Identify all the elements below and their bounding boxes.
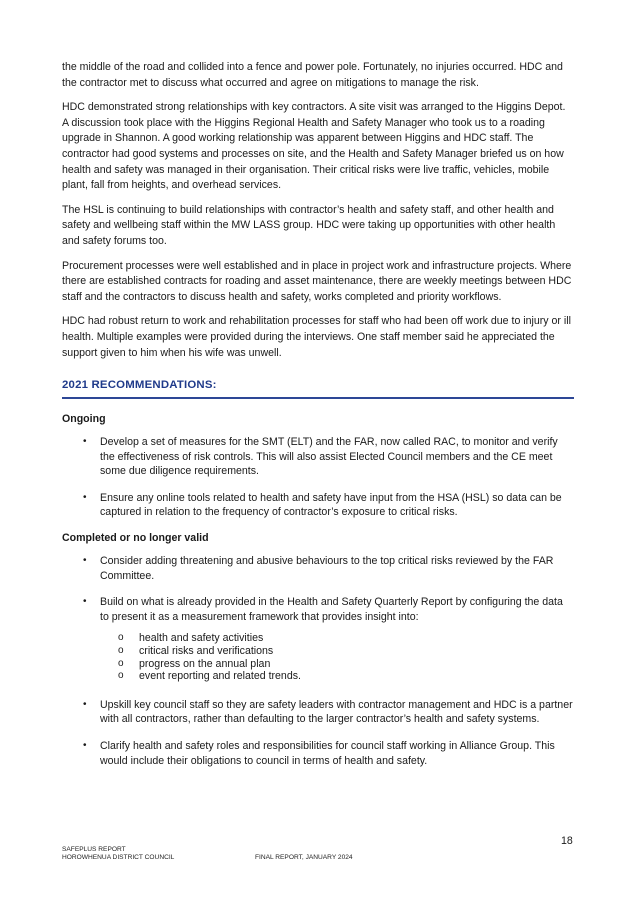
subheading-ongoing: Ongoing [62,413,106,426]
circle-bullet-icon: o [118,645,124,657]
list-item-text: Consider adding threatening and abusive behaviours to the top critical risks reviewed by the FAR Committee. [100,555,554,582]
sublist-item [100,632,574,645]
sublist-item-text: event reporting and related trends. [139,670,301,683]
list-item [62,698,574,727]
list-item [62,739,574,768]
footer-council-name: HOROWHENUA DISTRICT COUNCIL [62,854,175,862]
footer-final-report: FINAL REPORT, JANUARY 2024 [255,854,353,861]
circle-bullet-icon: o [118,632,124,644]
list-item [62,491,574,520]
paragraph-return-to-work: HDC had robust return to work and rehabilitation processes for staff who had been off work due to injury or ill health. Multiple examples were provided during the interviews. One staff member said he appreciated the support given to him when his wife was unwell. [62,315,571,359]
paragraph-incident-mitigation: the middle of the road and collided into a fence and power pole. Fortunately, no injuries occurred. HDC and the contractor met to discuss what occurred and agree on mitigations to manage the risk. [62,61,563,89]
list-item-text: Upskill key council staff so they are safety leaders with contractor management and HDC is a partner with all contractors, rather than defaulting to the larger contractor’s health and safety systems. [100,698,573,726]
footer-report-name: SAFEPLUS REPORT [62,846,126,853]
list-item-text: Develop a set of measures for the SMT (ELT) and the FAR, now called RAC, to monitor and verify the effectiveness of risk controls. This will also assist Elected Council members and the CE meet some due diligence requirements. [100,436,558,478]
bullet-icon: • [83,555,87,567]
circle-bullet-icon: o [118,670,124,682]
completed-list [62,554,574,768]
paragraph-contractor-relationships: HDC demonstrated strong relationships with key contractors. A site visit was arranged to the Higgins Depot. A discussion took place with the Higgins Regional Health and Safety Manager who took us to a roading upgrade in Shannon. A good working relationship was apparent between Higgins and HDC staff. The contractor had good systems and processes on site, and the Health and Safety Manager briefed us on how health and safety was managed in their organisation. Their critical risks were live traffic, vehicles, mobile plant, fall from heights, and overhead services. [62,101,566,192]
subheading-completed: Completed or no longer valid [62,532,209,545]
bullet-icon: • [83,698,87,710]
list-item-text: Ensure any online tools related to health and safety have input from the HSA (HSL) so data can be captured in relation to the frequency of contractor’s exposure to critical risks. [100,491,562,519]
sublist-item-text: health and safety activities [139,632,264,645]
footer-left [62,846,174,863]
paragraph-procurement: Procurement processes were well established and in place in project work and infrastructure projects. Where there are established contracts for roading and asset maintenance, there are weekly meetings between HDC staff and the contractors to discuss health and safety, works completed and priority workflows. [62,259,572,303]
insight-sublist [100,632,574,682]
paragraph-hsl-relationships: The HSL is continuing to build relationships with contractor’s health and safety staff, and other health and safety and wellbeing staff within the MW LASS group. HDC were taking up opportunities with other health and safety forums too. [62,203,556,247]
sublist-item [100,670,574,683]
sublist-item-text: progress on the annual plan [139,657,271,670]
sublist-item [100,658,574,671]
list-item [62,595,574,683]
circle-bullet-icon: o [118,657,124,669]
page-number: 18 [561,835,573,847]
list-item [62,554,574,583]
ongoing-list [62,435,574,520]
report-page-body [62,60,574,780]
list-item-text: Clarify health and safety roles and responsibilities for council staff working in Alliance Group. This would include their obligations to council in terms of health and safety. [100,740,555,767]
bullet-icon: • [83,436,87,448]
bullet-icon: • [83,596,87,608]
list-item [62,435,574,479]
bullet-icon: • [83,491,87,503]
bullet-icon: • [83,740,87,751]
sublist-item [100,645,574,658]
section-title-recommendations: 2021 RECOMMENDATIONS: [62,379,574,399]
list-item-text: Build on what is already provided in the Health and Safety Quarterly Report by configuring the data to present it as a measurement framework that provides insight into: [100,596,563,623]
sublist-item-text: critical risks and verifications [139,645,274,658]
